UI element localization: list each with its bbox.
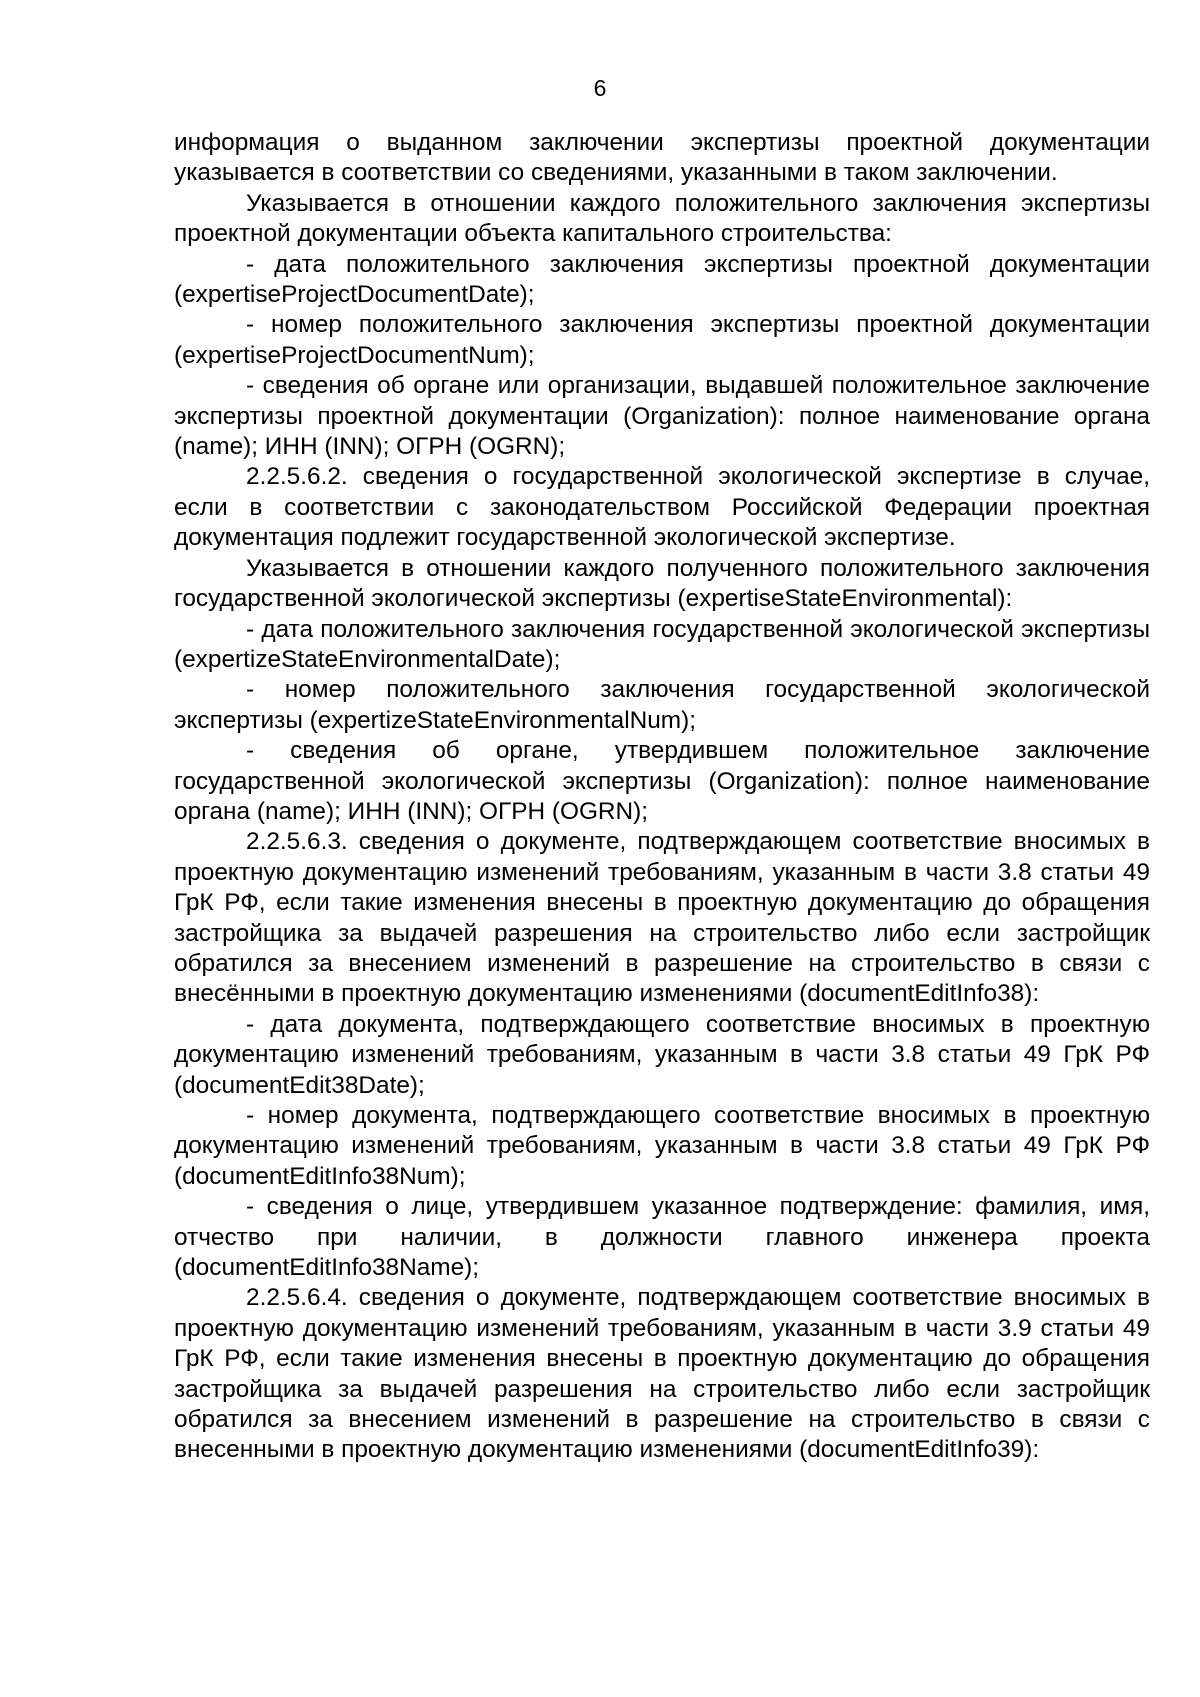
list-item-environmental-organization: - сведения об органе, утвердившем положительное заключение государственной экологической экспертизы (Organization): полное наименование органа (name); ИНН (INN); ОГРН (OGRN); xyxy=(174,737,1150,825)
list-item-edit38-number: - номер документа, подтверждающего соответствие вносимых в проектную документацию изменений требованиям, указанным в части 3.8 статьи 49 ГрК РФ (documentEditInfo38Num); xyxy=(174,1102,1150,1190)
list-item-expertise-number: - номер положительного заключения экспертизы проектной документации (expertiseProjectDocumentNum); xyxy=(174,311,1150,369)
list-item-edit38-name: - сведения о лице, утвердившем указанное подтверждение: фамилия, имя, отчество при наличии, в должности главного инженера проекта (documentEditInfo38Name); xyxy=(174,1193,1150,1282)
paragraph-expertise-intro: Указывается в отношении каждого положительного заключения экспертизы проектной документации объекта капитального строительства: xyxy=(174,189,1150,248)
list-item-expertise-date: - дата положительного заключения экспертизы проектной документации (expertiseProjectDocumentDate); xyxy=(174,250,1150,309)
paragraph-environmental-intro: Указывается в отношении каждого полученного положительного заключения государственной экологической экспертизы (expertiseStateEnvironmental): xyxy=(174,554,1150,613)
list-item-environmental-date: - дата положительного заключения государственной экологической экспертизы (expertizeStateEnvironmentalDate); xyxy=(174,615,1150,673)
list-item-environmental-number: - номер положительного заключения государственной экологической экспертизы (expertizeStateEnvironmentalNum); xyxy=(174,676,1150,734)
clause-2-2-5-6-2: 2.2.5.6.2. сведения о государственной экологической экспертизе в случае, если в соответствии с законодательством Российской Федерации проектная документация подлежит государственной экологической экспертизе. xyxy=(174,463,1150,552)
page-number: 6 xyxy=(593,75,607,101)
paragraph-continuation: информация о выданном заключении экспертизы проектной документации указывается в соответствии со сведениями, указанными в таком заключении. xyxy=(174,129,1150,187)
list-item-expertise-organization: - сведения об органе или организации, выдавшей положительное заключение экспертизы проектной документации (Organization): полное наименование органа (name); ИНН (INN); ОГРН (OGRN); xyxy=(174,372,1150,461)
document-body xyxy=(174,128,1150,1466)
clause-2-2-5-6-4: 2.2.5.6.4. сведения о документе, подтверждающем соответствие вносимых в проектную документацию изменений требованиям, указанным в части 3.9 статьи 49 ГрК РФ, если такие изменения внесены в проектную документацию до обращения застройщика за выдачей разрешения на строительство либо если застройщик обратился за внесением изменений в разрешение на строительство в связи с внесенными в проектную документацию изменениями (documentEditInfo39): xyxy=(174,1284,1150,1464)
list-item-edit38-date: - дата документа, подтверждающего соответствие вносимых в проектную документацию изменений требованиям, указанным в части 3.8 статьи 49 ГрК РФ (documentEdit38Date); xyxy=(174,1010,1150,1099)
clause-2-2-5-6-3: 2.2.5.6.3. сведения о документе, подтверждающем соответствие вносимых в проектную документацию изменений требованиям, указанным в части 3.8 статьи 49 ГрК РФ, если такие изменения внесены в проектную документацию до обращения застройщика за выдачей разрешения на строительство либо если застройщик обратился за внесением изменений в разрешение на строительство в связи с внесёнными в проектную документацию изменениями (documentEditInfo38): xyxy=(174,828,1150,1008)
